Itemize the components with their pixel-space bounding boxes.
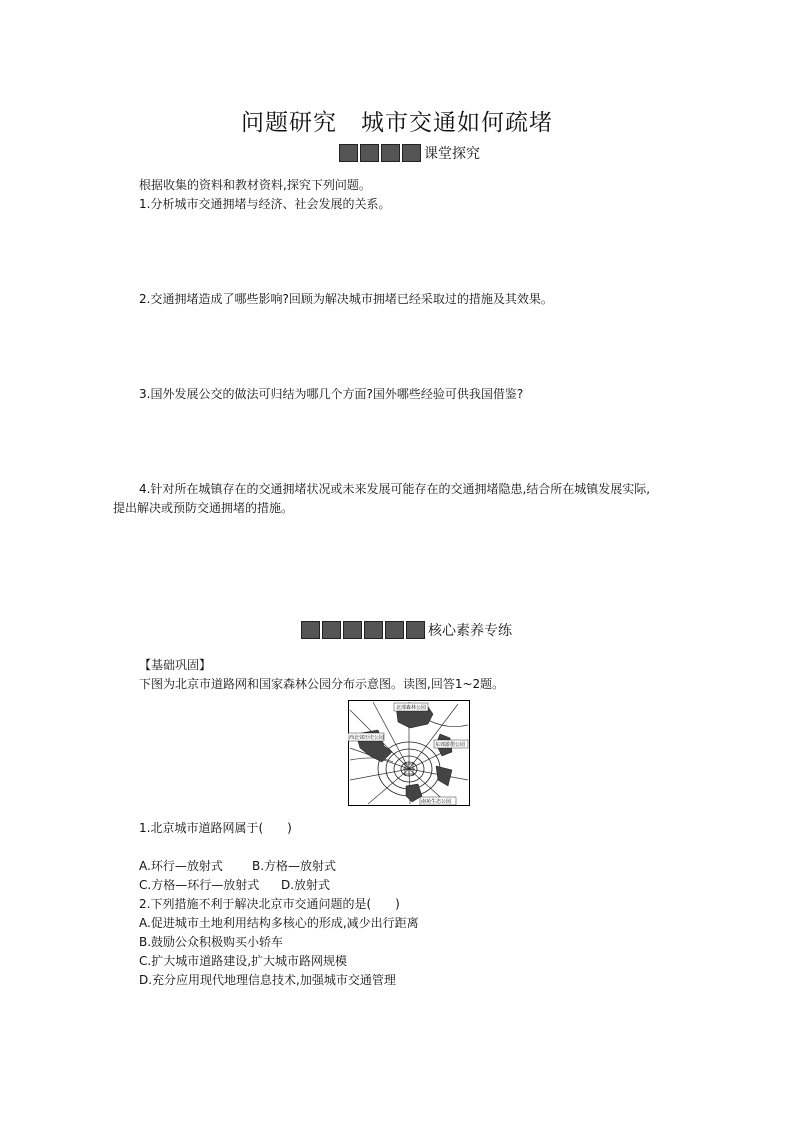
intro-text: 根据收集的资料和教材资料,探究下列问题。	[139, 178, 371, 192]
q1-option-a: A.环行—放射式	[139, 859, 223, 873]
banner-block	[385, 621, 404, 639]
banner-block	[381, 144, 400, 162]
q1-option-c: C.方格—环行—放射式	[139, 878, 260, 892]
banner-block	[360, 144, 379, 162]
map-intro: 下图为北京市道路网和国家森林公园分布示意图。读图,回答1~2题。	[139, 677, 505, 691]
subheading: 【基础巩固】	[139, 658, 212, 672]
question-2: 2.交通拥堵造成了哪些影响?回顾为解决城市拥堵已经采取过的措施及其效果。	[139, 292, 553, 306]
section-banner-classroom	[339, 143, 480, 163]
banner-block	[406, 621, 425, 639]
banner-block	[343, 621, 362, 639]
q2-option-c: C.扩大城市道路建设,扩大城市路网规模	[139, 954, 348, 968]
banner-block	[301, 621, 320, 639]
question-4-line1: 4.针对所在城镇存在的交通拥堵状况或未来发展可能存在的交通拥堵隐患,结合所在城镇发展实际,	[139, 482, 651, 496]
map-label-northwest: 西北郊历史公园	[349, 735, 385, 741]
question-4-line2: 提出解决或预防交通拥堵的措施。	[113, 501, 294, 515]
q2-option-b: B.鼓励公众积极购买小轿车	[139, 935, 284, 949]
q1-option-d: D.放射式	[281, 878, 331, 892]
map-label-north: 北部森林公园	[396, 705, 427, 711]
q2-option-d: D.充分应用现代地理信息技术,加强城市交通管理	[139, 973, 396, 987]
section-label: 课堂探究	[424, 146, 480, 162]
section-banner-practice	[301, 620, 512, 640]
banner-block	[339, 144, 358, 162]
banner-block	[322, 621, 341, 639]
banner-block	[364, 621, 383, 639]
question-1: 1.分析城市交通拥堵与经济、社会发展的关系。	[139, 197, 391, 211]
q2-stem: 2.下列措施不利于解决北京市交通问题的是( )	[139, 897, 400, 911]
map-label-east: 东郊游憩公园	[435, 742, 466, 748]
beijing-road-map	[348, 700, 470, 806]
question-3: 3.国外发展公交的做法可归结为哪几个方面?国外哪些经验可供我国借鉴?	[139, 387, 524, 401]
q2-option-a: A.促进城市土地利用结构多核心的形成,减少出行距离	[139, 916, 419, 930]
banner-block	[402, 144, 421, 162]
page-title: 问题研究 城市交通如何疏堵	[241, 110, 553, 136]
map-label-south: 南苑生态公园	[421, 799, 452, 805]
section-label: 核心素养专练	[428, 623, 512, 639]
q1-option-b: B.方格—放射式	[252, 859, 337, 873]
q1-stem: 1.北京城市道路网属于( )	[139, 821, 292, 835]
